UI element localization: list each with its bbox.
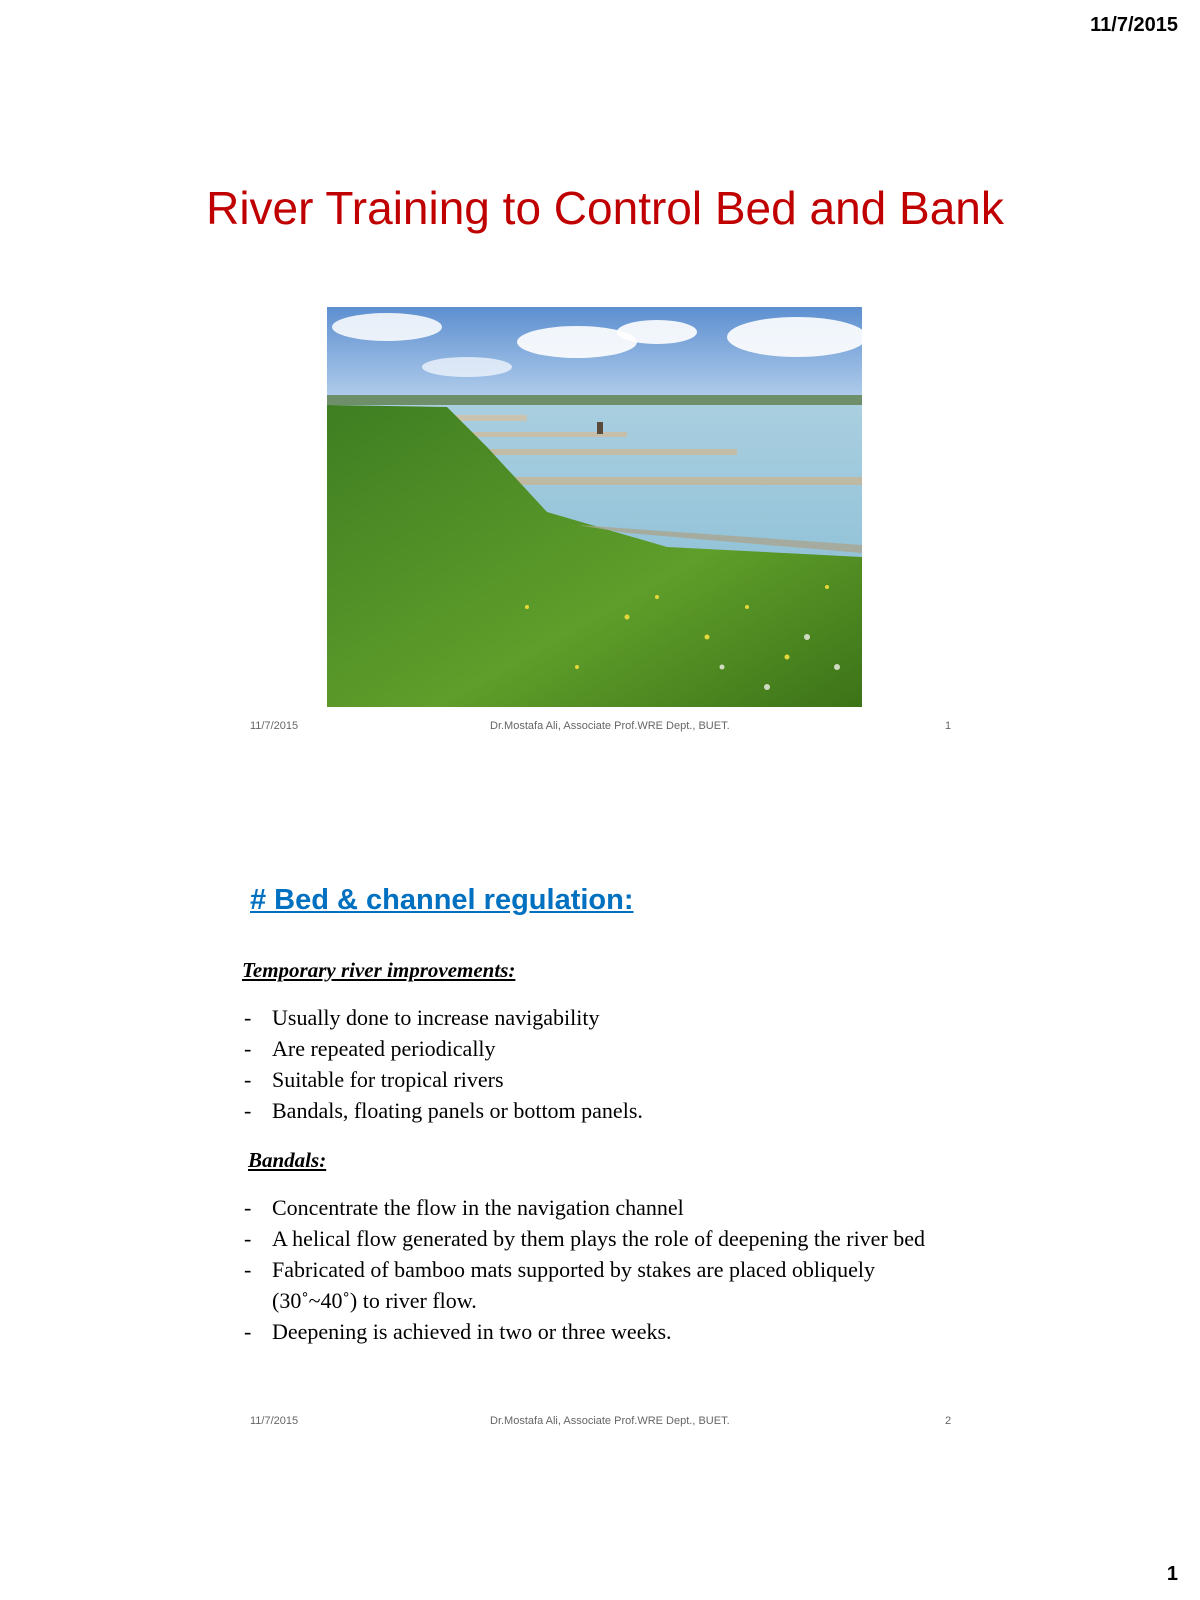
slide1-footer-author: Dr.Mostafa Ali, Associate Prof.WRE Dept., BUET. (490, 720, 730, 732)
list-item: - Bandals, floating panels or bottom panels. (240, 1095, 960, 1126)
list-item: - Concentrate the flow in the navigation channel (240, 1192, 960, 1223)
list-item: - Fabricated of bamboo mats supported by stakes are placed obliquely (30˚~40˚) to river flow. (240, 1254, 960, 1316)
bandals-list (240, 1192, 960, 1347)
river-groynes-photo (327, 307, 862, 707)
slide1-footer-number: 1 (945, 720, 952, 732)
list-item: - Deepening is achieved in two or three weeks. (240, 1316, 960, 1347)
list-item: - Usually done to increase navigability (240, 1002, 960, 1033)
list-item: - Suitable for tropical rivers (240, 1064, 960, 1095)
page-number: 1 (1166, 1563, 1178, 1585)
list-item: - Are repeated periodically (240, 1033, 960, 1064)
slide-title: River Training to Control Bed and Bank (206, 182, 1004, 234)
slide2-footer-author: Dr.Mostafa Ali, Associate Prof.WRE Dept., BUET. (490, 1415, 730, 1427)
slide1-footer-date: 11/7/2015 (250, 720, 299, 732)
section-bandals-title: Bandals: (248, 1148, 327, 1172)
section-temporary-title: Temporary river improvements: (242, 958, 516, 982)
temporary-list (240, 1002, 960, 1126)
slide2-heading: # Bed & channel regulation: (250, 884, 634, 916)
slide2-footer-number: 2 (945, 1415, 952, 1427)
page-date: 11/7/2015 (1090, 14, 1178, 36)
slide2-footer-date: 11/7/2015 (250, 1415, 299, 1427)
list-item: - A helical flow generated by them plays the role of deepening the river bed (240, 1223, 960, 1254)
